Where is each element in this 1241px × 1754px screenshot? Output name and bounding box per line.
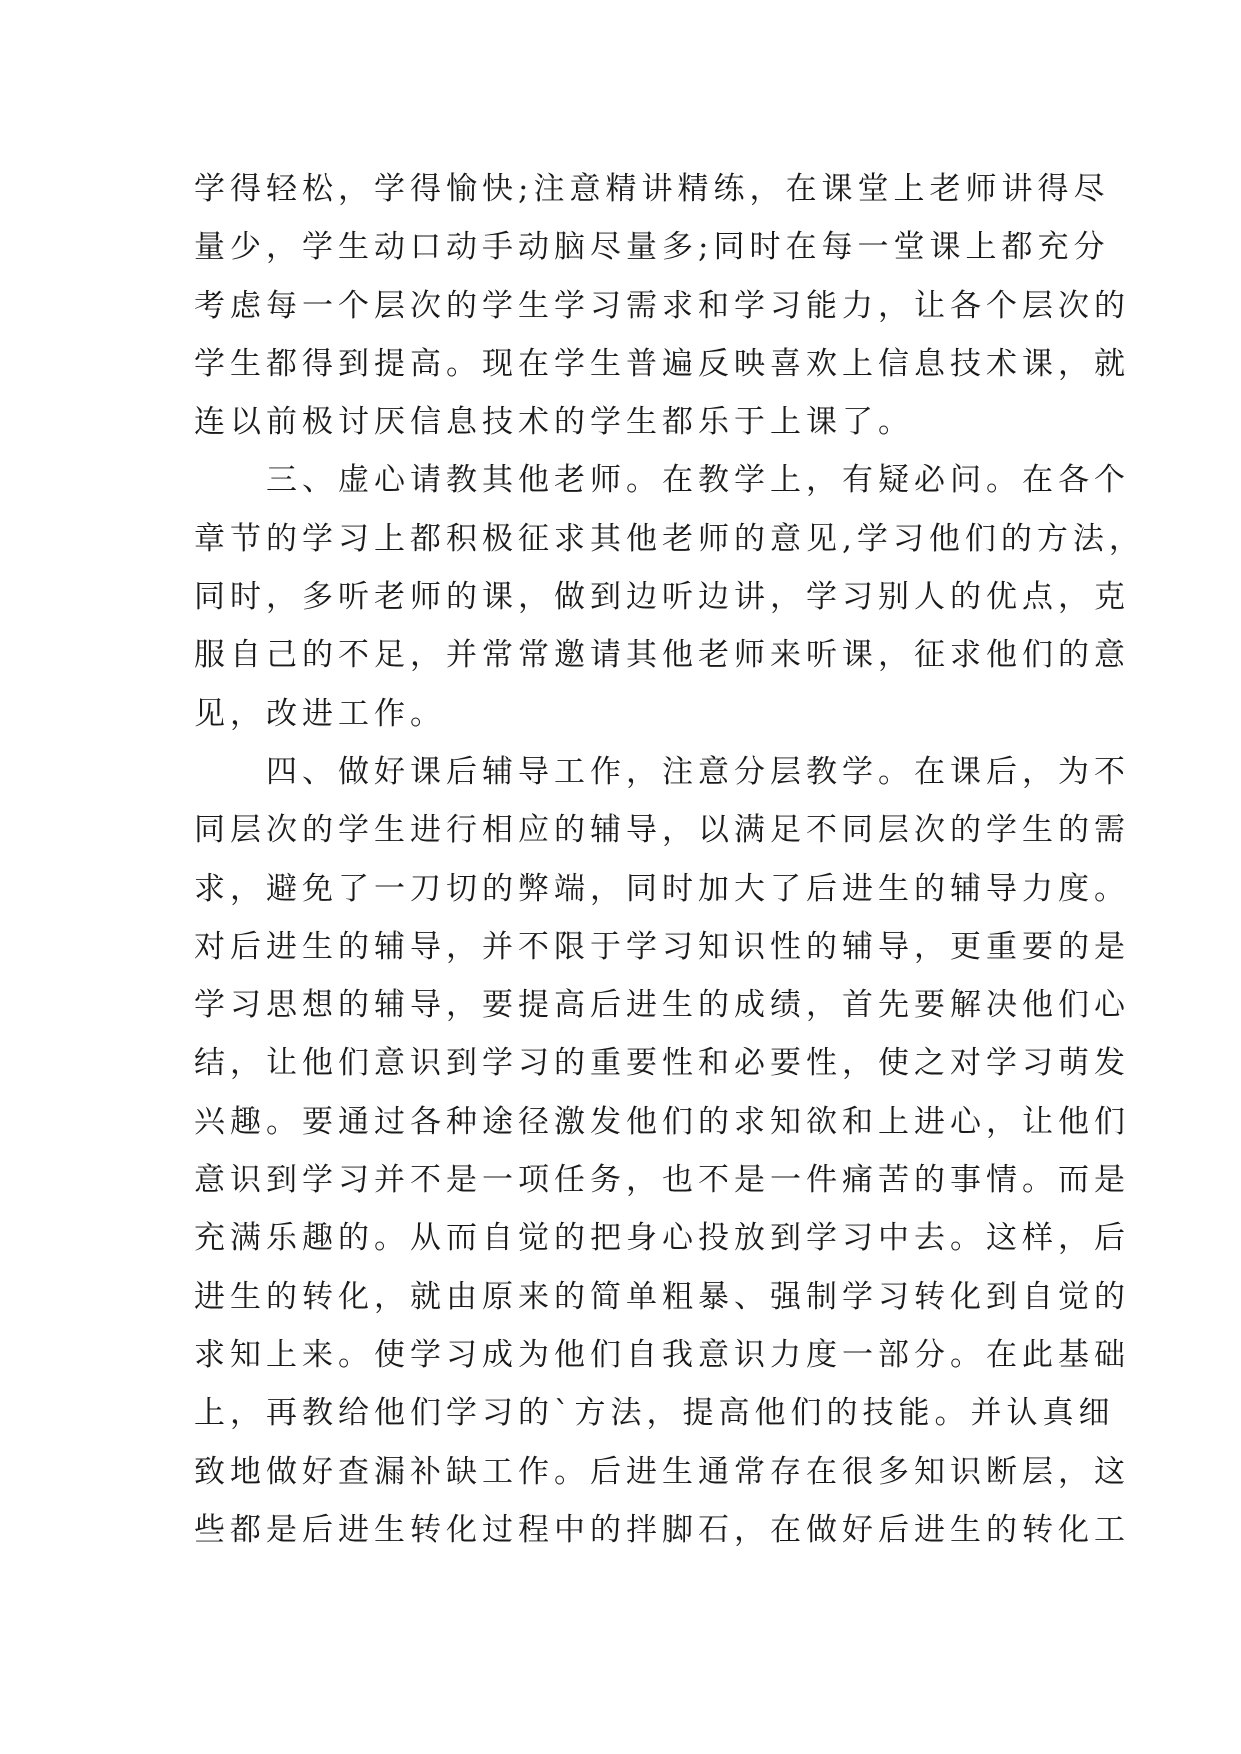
text-line: 求，避免了一刀切的弊端，同时加大了后进生的辅导力度。 (194, 870, 1130, 907)
text-line: 学习思想的辅导，要提高后进生的成绩，首先要解决他们心 (194, 987, 1130, 1024)
text-line: 章节的学习上都积极征求其他老师的意见,学习他们的方法， (194, 520, 1145, 557)
text-line: 量少，学生动口动手动脑尽量多;同时在每一堂课上都充分 (194, 229, 1110, 266)
text-line: 进生的转化，就由原来的简单粗暴、强制学习转化到自觉的 (194, 1278, 1130, 1315)
text-line: 见，改进工作。 (194, 695, 446, 732)
body-text (194, 160, 1145, 1559)
text-line: 上，再教给他们学习的`方法，提高他们的技能。并认真细 (194, 1395, 1115, 1432)
text-line: 致地做好查漏补缺工作。后进生通常存在很多知识断层，这 (194, 1453, 1130, 1490)
text-line: 对后进生的辅导，并不限于学习知识性的辅导，更重要的是 (194, 928, 1130, 965)
text-line: 同时，多听老师的课，做到边听边讲，学习别人的优点，克 (194, 579, 1130, 616)
text-line: 服自己的不足，并常常邀请其他老师来听课，征求他们的意 (194, 637, 1130, 674)
text-line: 考虑每一个层次的学生学习需求和学习能力，让各个层次的 (194, 287, 1130, 324)
text-line: 充满乐趣的。从而自觉的把身心投放到学习中去。这样，后 (194, 1220, 1130, 1257)
text-line: 同层次的学生进行相应的辅导，以满足不同层次的学生的需 (194, 812, 1130, 849)
text-line: 些都是后进生转化过程中的拌脚石，在做好后进生的转化工 (194, 1511, 1130, 1548)
text-line: 学生都得到提高。现在学生普遍反映喜欢上信息技术课，就 (194, 345, 1130, 382)
text-line: 四、做好课后辅导工作，注意分层教学。在课后，为不 (194, 753, 1130, 790)
text-line: 求知上来。使学习成为他们自我意识力度一部分。在此基础 (194, 1336, 1130, 1373)
text-line: 学得轻松，学得愉快;注意精讲精练，在课堂上老师讲得尽 (194, 171, 1110, 207)
text-line: 三、虚心请教其他老师。在教学上，有疑必问。在各个 (194, 462, 1130, 499)
text-line: 意识到学习并不是一项任务，也不是一件痛苦的事情。而是 (194, 1162, 1130, 1199)
text-line: 连以前极讨厌信息技术的学生都乐于上课了。 (194, 404, 914, 441)
text-line: 结，让他们意识到学习的重要性和必要性，使之对学习萌发 (194, 1045, 1130, 1082)
text-line: 兴趣。要通过各种途径激发他们的求知欲和上进心，让他们 (194, 1103, 1130, 1140)
